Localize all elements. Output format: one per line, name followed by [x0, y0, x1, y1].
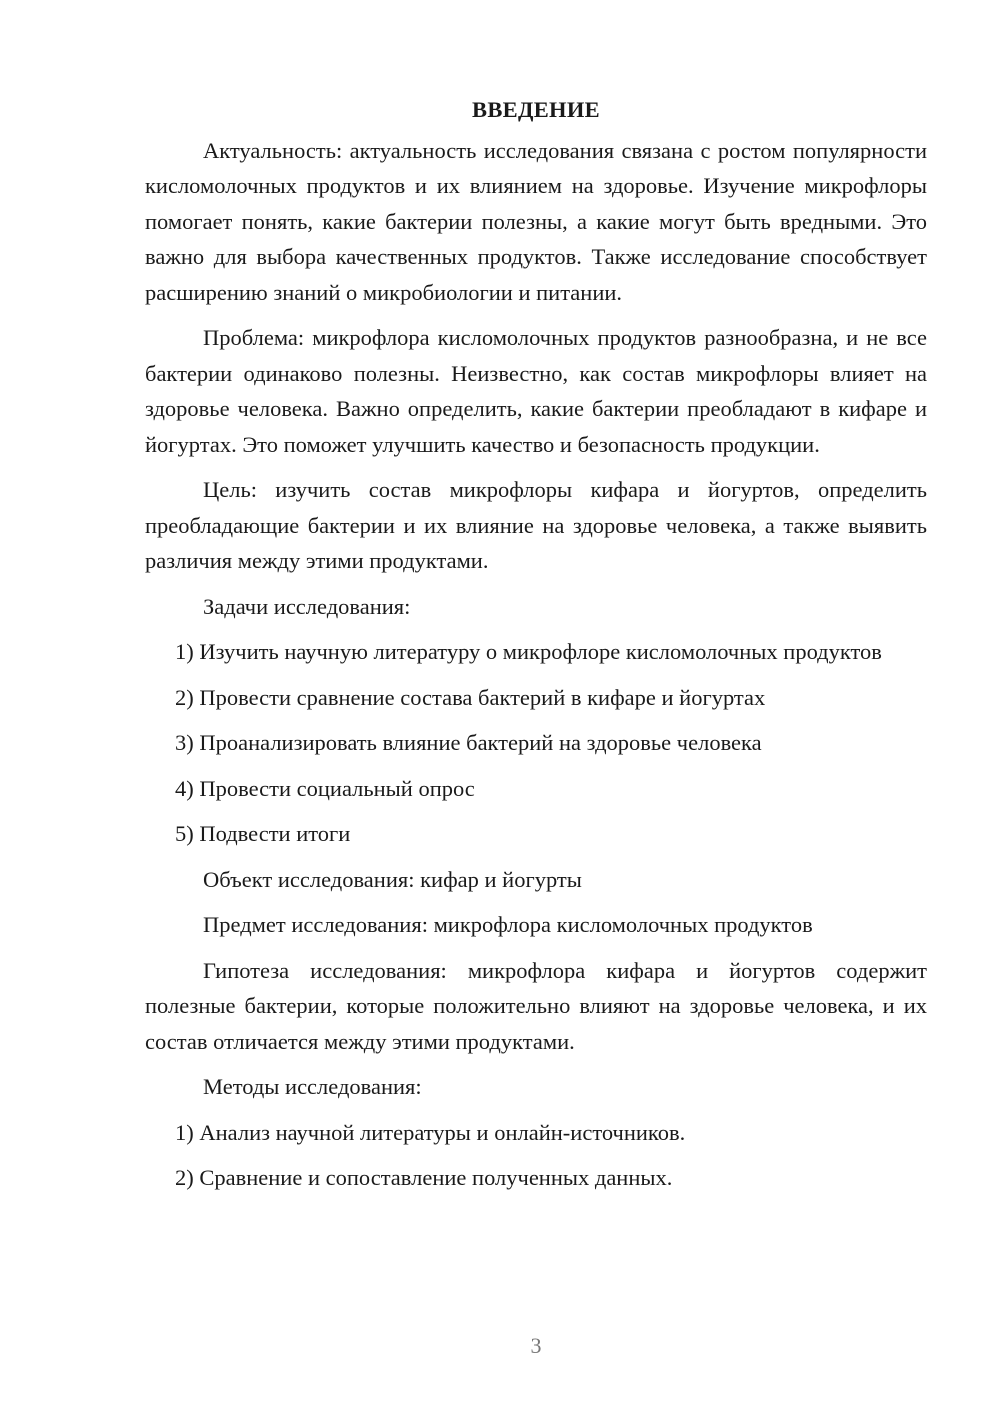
task-item: 1) Изучить научную литературу о микрофлоре кисломолочных продуктов: [175, 639, 882, 664]
method-item: 1) Анализ научной литературы и онлайн-источников.: [175, 1119, 686, 1145]
subject-line: Предмет исследования: микрофлора кисломолочных продуктов: [203, 912, 813, 937]
tasks-heading: Задачи исследования:: [203, 593, 411, 619]
methods-heading: Методы исследования:: [203, 1074, 422, 1099]
document-page: [145, 92, 927, 1206]
task-item: 4) Провести социальный опрос: [175, 775, 475, 801]
task-item: 2) Провести сравнение состава бактерий в кифаре и йогуртах: [175, 684, 766, 710]
task-item: 3) Проанализировать влияние бактерий на здоровье человека: [175, 730, 762, 755]
page-number: 3: [530, 1333, 542, 1358]
method-item: 2) Сравнение и сопоставление полученных данных.: [175, 1165, 673, 1190]
page-title: ВВЕДЕНИЕ: [472, 97, 600, 122]
hypothesis-paragraph: Гипотеза исследования: микрофлора кифара и йогуртов содержит полезные бактерии, которые положительно влияют на здоровье человека, и их состав отличается между этими продуктами.: [145, 957, 927, 1054]
goal-paragraph: Цель: изучить состав микрофлоры кифара и йогуртов, определить преобладающие бактерии и их влияние на здоровье человека, а также выявить различия между этими продуктами.: [145, 477, 927, 573]
problem-paragraph: Проблема: микрофлора кисломолочных продуктов разнообразна, и не все бактерии одинаково полезны. Неизвестно, как состав микрофлоры влияет на здоровье человека. Важно определить, какие бактерии преобладают в кифаре и йогуртах. Это поможет улучшить качество и безопасность продукции.: [145, 325, 927, 457]
relevance-paragraph: Актуальность: актуальность исследования связана с ростом популярности кисломолочных продуктов и их влиянием на здоровье. Изучение микрофлоры помогает понять, какие бактерии полезны, а какие могут быть вредными. Это важно для выбора качественных продуктов. Также исследование способствует расширению знаний о микробиологии и питании.: [145, 137, 927, 305]
task-item: 5) Подвести итоги: [175, 821, 351, 846]
object-line: Объект исследования: кифар и йогурты: [203, 866, 582, 892]
